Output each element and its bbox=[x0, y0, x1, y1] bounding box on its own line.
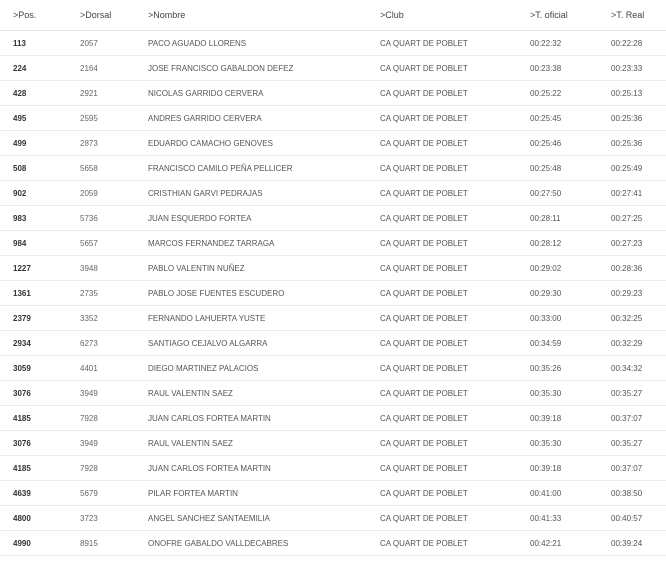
cell-nombre: ANGEL SANCHEZ SANTAEMILIA bbox=[148, 506, 380, 531]
cell-t-oficial: 00:27:50 bbox=[530, 181, 611, 206]
table-row bbox=[0, 156, 666, 181]
table-row bbox=[0, 56, 666, 81]
cell-dorsal: 2735 bbox=[80, 281, 148, 306]
cell-pos: 3076 bbox=[0, 381, 80, 406]
cell-pos: 4185 bbox=[0, 456, 80, 481]
table-row bbox=[0, 281, 666, 306]
cell-club: CA QUART DE POBLET bbox=[380, 106, 530, 131]
table-header bbox=[0, 0, 666, 31]
cell-dorsal: 7928 bbox=[80, 406, 148, 431]
cell-dorsal: 3352 bbox=[80, 306, 148, 331]
cell-t-real: 00:29:23 bbox=[611, 281, 666, 306]
header-t-oficial[interactable]: >T. oficial bbox=[530, 0, 611, 31]
cell-t-real: 00:39:24 bbox=[611, 531, 666, 556]
table-row bbox=[0, 106, 666, 131]
cell-nombre: ONOFRE GABALDO VALLDECABRES bbox=[148, 531, 380, 556]
cell-t-real: 00:40:57 bbox=[611, 506, 666, 531]
cell-t-oficial: 00:25:22 bbox=[530, 81, 611, 106]
header-pos[interactable]: >Pos. bbox=[0, 0, 80, 31]
cell-pos: 3059 bbox=[0, 356, 80, 381]
header-dorsal[interactable]: >Dorsal bbox=[80, 0, 148, 31]
cell-club: CA QUART DE POBLET bbox=[380, 56, 530, 81]
cell-t-real: 00:34:32 bbox=[611, 356, 666, 381]
table-body bbox=[0, 31, 666, 556]
cell-dorsal: 2059 bbox=[80, 181, 148, 206]
cell-pos: 224 bbox=[0, 56, 80, 81]
header-t-real[interactable]: >T. Real bbox=[611, 0, 666, 31]
cell-pos: 4800 bbox=[0, 506, 80, 531]
cell-t-real: 00:23:33 bbox=[611, 56, 666, 81]
cell-pos: 4990 bbox=[0, 531, 80, 556]
cell-t-oficial: 00:35:30 bbox=[530, 381, 611, 406]
cell-dorsal: 2057 bbox=[80, 31, 148, 56]
table-row bbox=[0, 206, 666, 231]
table-row bbox=[0, 231, 666, 256]
table-row bbox=[0, 381, 666, 406]
cell-club: CA QUART DE POBLET bbox=[380, 156, 530, 181]
cell-nombre: ANDRES GARRIDO CERVERA bbox=[148, 106, 380, 131]
cell-t-real: 00:27:25 bbox=[611, 206, 666, 231]
cell-t-real: 00:37:07 bbox=[611, 406, 666, 431]
cell-pos: 2379 bbox=[0, 306, 80, 331]
cell-t-real: 00:27:41 bbox=[611, 181, 666, 206]
cell-t-oficial: 00:33:00 bbox=[530, 306, 611, 331]
table-row bbox=[0, 306, 666, 331]
cell-t-real: 00:35:27 bbox=[611, 381, 666, 406]
cell-club: CA QUART DE POBLET bbox=[380, 81, 530, 106]
cell-t-real: 00:28:36 bbox=[611, 256, 666, 281]
cell-t-oficial: 00:29:30 bbox=[530, 281, 611, 306]
cell-t-oficial: 00:25:48 bbox=[530, 156, 611, 181]
cell-pos: 902 bbox=[0, 181, 80, 206]
cell-pos: 2934 bbox=[0, 331, 80, 356]
cell-t-real: 00:22:28 bbox=[611, 31, 666, 56]
cell-club: CA QUART DE POBLET bbox=[380, 131, 530, 156]
cell-club: CA QUART DE POBLET bbox=[380, 331, 530, 356]
cell-t-oficial: 00:23:38 bbox=[530, 56, 611, 81]
cell-pos: 508 bbox=[0, 156, 80, 181]
cell-nombre: JUAN CARLOS FORTEA MARTIN bbox=[148, 406, 380, 431]
cell-dorsal: 5736 bbox=[80, 206, 148, 231]
cell-t-oficial: 00:35:30 bbox=[530, 431, 611, 456]
cell-pos: 984 bbox=[0, 231, 80, 256]
cell-t-oficial: 00:35:26 bbox=[530, 356, 611, 381]
cell-t-oficial: 00:39:18 bbox=[530, 406, 611, 431]
cell-t-oficial: 00:42:21 bbox=[530, 531, 611, 556]
header-row bbox=[0, 0, 666, 31]
cell-dorsal: 7928 bbox=[80, 456, 148, 481]
cell-pos: 1227 bbox=[0, 256, 80, 281]
table-row bbox=[0, 481, 666, 506]
cell-t-real: 00:32:25 bbox=[611, 306, 666, 331]
cell-t-real: 00:25:49 bbox=[611, 156, 666, 181]
cell-t-real: 00:25:36 bbox=[611, 106, 666, 131]
cell-club: CA QUART DE POBLET bbox=[380, 281, 530, 306]
cell-t-real: 00:37:07 bbox=[611, 456, 666, 481]
cell-nombre: RAUL VALENTIN SAEZ bbox=[148, 381, 380, 406]
cell-nombre: JOSE FRANCISCO GABALDON DEFEZ bbox=[148, 56, 380, 81]
cell-dorsal: 5679 bbox=[80, 481, 148, 506]
cell-t-oficial: 00:28:12 bbox=[530, 231, 611, 256]
cell-nombre: EDUARDO CAMACHO GENOVES bbox=[148, 131, 380, 156]
cell-dorsal: 3948 bbox=[80, 256, 148, 281]
cell-club: CA QUART DE POBLET bbox=[380, 356, 530, 381]
cell-t-oficial: 00:28:11 bbox=[530, 206, 611, 231]
cell-dorsal: 3949 bbox=[80, 381, 148, 406]
cell-pos: 428 bbox=[0, 81, 80, 106]
cell-nombre: MARCOS FERNANDEZ TARRAGA bbox=[148, 231, 380, 256]
cell-club: CA QUART DE POBLET bbox=[380, 506, 530, 531]
cell-dorsal: 5658 bbox=[80, 156, 148, 181]
cell-club: CA QUART DE POBLET bbox=[380, 206, 530, 231]
cell-pos: 3076 bbox=[0, 431, 80, 456]
cell-club: CA QUART DE POBLET bbox=[380, 306, 530, 331]
cell-club: CA QUART DE POBLET bbox=[380, 456, 530, 481]
cell-nombre: PILAR FORTEA MARTIN bbox=[148, 481, 380, 506]
cell-t-real: 00:25:36 bbox=[611, 131, 666, 156]
header-club[interactable]: >Club bbox=[380, 0, 530, 31]
cell-nombre: PABLO VALENTIN NUÑEZ bbox=[148, 256, 380, 281]
cell-t-oficial: 00:29:02 bbox=[530, 256, 611, 281]
cell-t-real: 00:35:27 bbox=[611, 431, 666, 456]
cell-club: CA QUART DE POBLET bbox=[380, 256, 530, 281]
cell-club: CA QUART DE POBLET bbox=[380, 381, 530, 406]
cell-dorsal: 2164 bbox=[80, 56, 148, 81]
header-nombre[interactable]: >Nombre bbox=[148, 0, 380, 31]
cell-nombre: JUAN ESQUERDO FORTEA bbox=[148, 206, 380, 231]
cell-nombre: FRANCISCO CAMILO PEÑA PELLICER bbox=[148, 156, 380, 181]
cell-dorsal: 2921 bbox=[80, 81, 148, 106]
cell-club: CA QUART DE POBLET bbox=[380, 406, 530, 431]
cell-club: CA QUART DE POBLET bbox=[380, 231, 530, 256]
cell-pos: 499 bbox=[0, 131, 80, 156]
cell-pos: 113 bbox=[0, 31, 80, 56]
cell-t-real: 00:25:13 bbox=[611, 81, 666, 106]
cell-pos: 1361 bbox=[0, 281, 80, 306]
table-row bbox=[0, 356, 666, 381]
cell-pos: 4639 bbox=[0, 481, 80, 506]
table-row bbox=[0, 331, 666, 356]
cell-nombre: JUAN CARLOS FORTEA MARTIN bbox=[148, 456, 380, 481]
cell-t-oficial: 00:22:32 bbox=[530, 31, 611, 56]
table-row bbox=[0, 181, 666, 206]
table-row bbox=[0, 406, 666, 431]
cell-club: CA QUART DE POBLET bbox=[380, 181, 530, 206]
cell-pos: 983 bbox=[0, 206, 80, 231]
cell-t-oficial: 00:25:45 bbox=[530, 106, 611, 131]
table-row bbox=[0, 131, 666, 156]
cell-t-oficial: 00:41:00 bbox=[530, 481, 611, 506]
cell-t-real: 00:32:29 bbox=[611, 331, 666, 356]
table-row bbox=[0, 256, 666, 281]
cell-club: CA QUART DE POBLET bbox=[380, 431, 530, 456]
cell-club: CA QUART DE POBLET bbox=[380, 531, 530, 556]
cell-nombre: DIEGO MARTINEZ PALACIOS bbox=[148, 356, 380, 381]
cell-dorsal: 3949 bbox=[80, 431, 148, 456]
cell-nombre: PACO AGUADO LLORENS bbox=[148, 31, 380, 56]
cell-t-oficial: 00:41:33 bbox=[530, 506, 611, 531]
cell-dorsal: 6273 bbox=[80, 331, 148, 356]
cell-nombre: RAUL VALENTIN SAEZ bbox=[148, 431, 380, 456]
cell-nombre: PABLO JOSE FUENTES ESCUDERO bbox=[148, 281, 380, 306]
cell-t-oficial: 00:25:46 bbox=[530, 131, 611, 156]
cell-pos: 495 bbox=[0, 106, 80, 131]
cell-t-real: 00:38:50 bbox=[611, 481, 666, 506]
cell-pos: 4185 bbox=[0, 406, 80, 431]
cell-dorsal: 4401 bbox=[80, 356, 148, 381]
table-row bbox=[0, 431, 666, 456]
cell-club: CA QUART DE POBLET bbox=[380, 31, 530, 56]
table-row bbox=[0, 31, 666, 56]
cell-nombre: FERNANDO LAHUERTA YUSTE bbox=[148, 306, 380, 331]
cell-club: CA QUART DE POBLET bbox=[380, 481, 530, 506]
cell-dorsal: 2595 bbox=[80, 106, 148, 131]
cell-t-real: 00:27:23 bbox=[611, 231, 666, 256]
cell-dorsal: 3723 bbox=[80, 506, 148, 531]
table-row bbox=[0, 81, 666, 106]
cell-nombre: NICOLAS GARRIDO CERVERA bbox=[148, 81, 380, 106]
cell-dorsal: 8915 bbox=[80, 531, 148, 556]
cell-dorsal: 2873 bbox=[80, 131, 148, 156]
cell-t-oficial: 00:39:18 bbox=[530, 456, 611, 481]
cell-t-oficial: 00:34:59 bbox=[530, 331, 611, 356]
cell-dorsal: 5657 bbox=[80, 231, 148, 256]
table-row bbox=[0, 506, 666, 531]
cell-nombre: SANTIAGO CEJALVO ALGARRA bbox=[148, 331, 380, 356]
table-row bbox=[0, 531, 666, 556]
table-row bbox=[0, 456, 666, 481]
cell-nombre: CRISTHIAN GARVI PEDRAJAS bbox=[148, 181, 380, 206]
